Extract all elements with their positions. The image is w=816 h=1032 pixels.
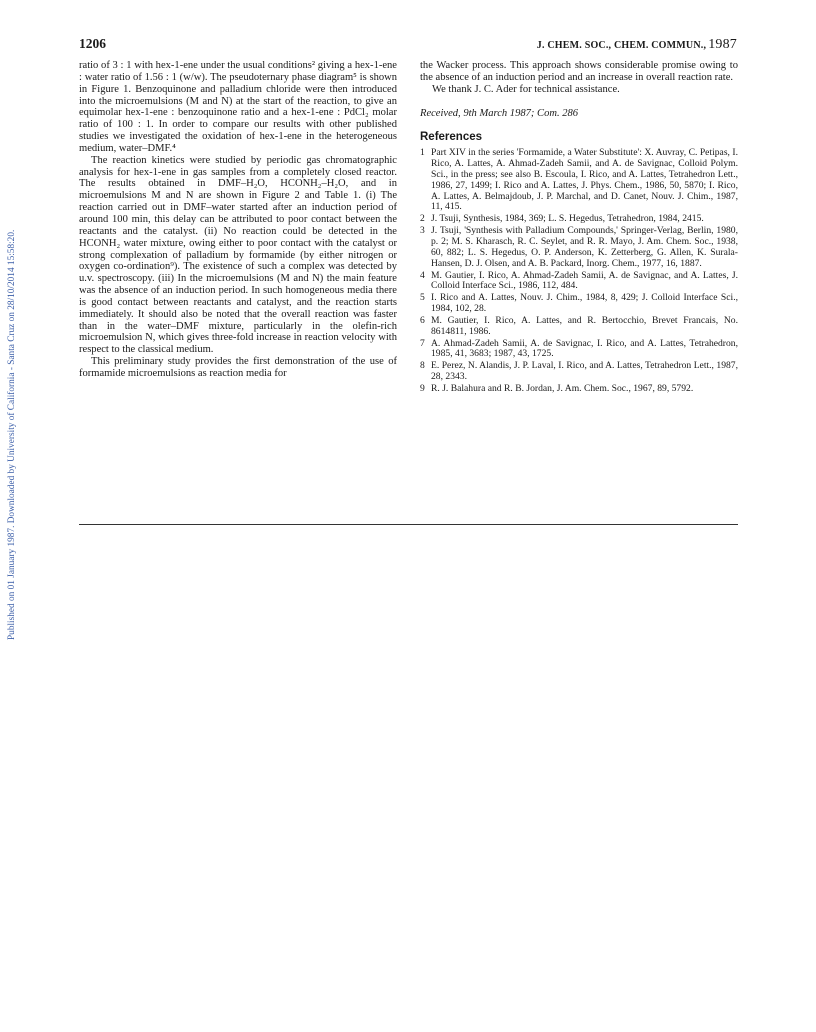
left-column [79,60,397,380]
reference-text: E. Perez, N. Alandis, J. P. Laval, I. Rico, and A. Lattes, Tetrahedron Lett., 1987, 28, 2343. [431,360,738,383]
reference-text: M. Gautier, I. Rico, A. Lattes, and R. Bertocchio, Brevet Francais, No. 8614811, 1986. [431,314,738,337]
reference-text: J. Tsuji, Synthesis, 1984, 369; L. S. Hegedus, Tetrahedron, 1984, 2415. [431,213,704,225]
paragraph: the Wacker process. This approach shows considerable promise owing to the absence of an induction period and an increase in overall reaction rate. [420,60,738,83]
reference-text: J. Tsuji, 'Synthesis with Palladium Compounds,' Springer-Verlag, Berlin, 1980, p. 2; M. S. Kharasch, R. C. Seylet, and R. R. Mayo, J. Am. Chem. Soc., 1938, 60, 882; L. S. Hegedus, O. P. Anderson, K. Zetterberg, G. Allen, K. Surala-Hansen, D. J. Olsen, and A. B. Packard, Inorg. Chem., 1977, 16, 1887. [431,225,738,269]
reference-text: R. J. Balahura and R. B. Jordan, J. Am. Chem. Soc., 1967, 89, 5792. [431,382,694,394]
paragraph: The reaction kinetics were studied by periodic gas chromatographic analysis for hex-1-ene in gas samples from a completely closed reactor. The results obtained in DMF–H₂O, HCONH₂–H₂O, and in microemulsions M and N are shown in Figure 2 and Table 1. (i) The reaction carried out in DMF–water started after an induction period of around 100 min, this delay can be attributed to poor contact between the reactants and the catalyst. (ii) No reaction could be detected in the HCONH₂ water mixture, owing either to poor contact with the catalyst or strong complexation of palladium by formamide (by either nitrogen or oxygen co-ordination⁹). The existence of such a complex was detected by u.v. spectroscopy. (iii) In the microemulsions (M and N) the main feature was the absence of an induction period. In such homogeneous media there is good contact between reactants and catalyst, and the reaction starts immediately. It should also be noted that the overall reaction was faster than in the water–DMF mixture, particularly in the olefin-rich microemulsion N, which gives three-fold increase in reaction velocity with respect to the classical medium. [79,154,397,356]
reference-item [420,148,738,213]
reference-text: I. Rico and A. Lattes, Nouv. J. Chim., 1984, 8, 429; J. Colloid Interface Sci., 1984, 102, 28. [431,292,738,315]
reference-item [420,384,738,395]
reference-item [420,214,738,225]
reference-text: Part XIV in the series 'Formamide, a Water Substitute': X. Auvray, C. Petipas, I. Rico, A. Lattes, A. Ahmad-Zadeh Samii, and A. de Savignac, Colloid Polym. Sci., in the press; see also B. Escoula, I. Rico, and A. Lattes, Tetrahedron Lett., 1986, 27, 1499; I. Rico and A. Lattes, J. Phys. Chem., 1986, 50, 5870; I. Rico, A. Lattes, A. Belmajdoub, J. P. Marchal, and D. Canet, Nouv. J. Chim., 1987, 11, 415. [431,147,738,213]
reference-number: 5 [420,292,425,304]
reference-item [420,339,738,361]
reference-number: 2 [420,213,425,225]
journal-year: 1987 [708,37,737,52]
reference-item [420,293,738,315]
paragraph: ratio of 3 : 1 with hex-1-ene under the usual conditions² giving a hex-1-ene : water ratio of 1.56 : 1 (w/w). The pseudoternary phase diagram⁵ is shown in Figure 1. Benzoquinone and palladium chloride were then introduced into the microemulsions (M and N) at the start of the reaction, to give an equimolar hex-1-ene : benzoquinone ratio and a hex-1-ene : PdCl₂ molar ratio of 100 : 1. In order to compare our results with other published studies we investigated the oxidation of hex-1-ene in the heterogeneous medium, water–DMF.⁴ [79,60,397,154]
reference-item [420,361,738,383]
reference-number: 4 [420,269,425,281]
references-heading: References [420,131,483,144]
publication-watermark: Published on 01 January 1987. Downloaded by University of California - Santa Cruz on 28/10/2014 15:58:20. [7,229,17,640]
references-list [420,148,738,395]
reference-item [420,271,738,293]
journal-header [537,37,737,53]
received-date: Received, 9th March 1987; Com. 286 [420,107,579,119]
bottom-rule [79,524,738,525]
paragraph: This preliminary study provides the first demonstration of the use of formamide microemulsions as reaction media for [79,356,397,379]
reference-number: 8 [420,360,425,372]
reference-number: 1 [420,147,425,159]
acknowledgement: We thank J. C. Ader for technical assistance. [432,83,620,95]
reference-text: M. Gautier, I. Rico, A. Ahmad-Zadeh Samii, A. de Savignac, and A. Lattes, J. Colloid Interface Sci., 1986, 112, 484. [431,269,738,292]
journal-name: J. CHEM. SOC., CHEM. COMMUN., [536,40,707,51]
reference-text: A. Ahmad-Zadeh Samii, A. de Savignac, I. Rico, and A. Lattes, Tetrahedron, 1985, 41, 3683; 1987, 43, 1725. [431,337,738,360]
reference-number: 6 [420,314,425,326]
right-column [420,60,738,396]
reference-item [420,226,738,269]
page-number: 1206 [79,36,106,51]
reference-number: 7 [420,337,425,349]
reference-number: 3 [420,225,425,237]
reference-number: 9 [420,382,425,394]
reference-item [420,316,738,338]
